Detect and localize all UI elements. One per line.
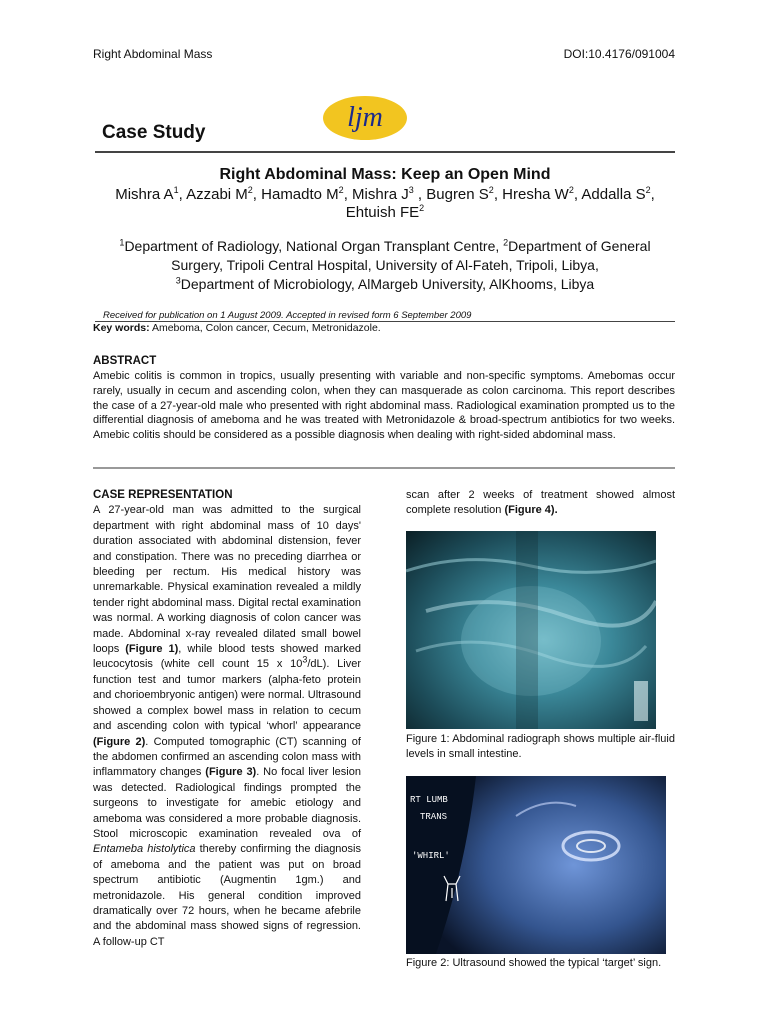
abstract-text: Amebic colitis is common in tropics, usually presenting with variable and non-specific symptoms. Amebomas occur rarely, usually in cecum and ascending colon, when they can masquerade as colon carcinoma. This report describes the case of a 27-year-old male who presented with right abdominal mass. Radiological examination prompted us to the differential diagnosis of ameboma and he was treated with Metronidazole & broad-spectrum antibiotics for two weeks. Amebic colitis should be considered as a possible diagnosis when dealing with right-sided abdominal mass. xyxy=(93,370,675,442)
figure-1-radiograph xyxy=(406,531,656,729)
keywords-label: Key words: xyxy=(93,322,150,334)
continued-text: scan after 2 weeks of treatment showed almost complete resolution xyxy=(406,489,675,517)
organism-name: Entameba histolytica xyxy=(93,843,196,856)
section-label: Case Study xyxy=(102,122,206,143)
abstract-heading: ABSTRACT xyxy=(93,355,157,367)
author-name: Bugren S xyxy=(426,186,489,203)
author-name: Addalla S xyxy=(581,186,646,203)
running-head-title: Right Abdominal Mass xyxy=(93,47,213,61)
author-separator: , xyxy=(493,186,503,203)
author-name: Hresha W xyxy=(502,186,569,203)
doi: DOI:10.4176/091004 xyxy=(563,47,675,61)
ultrasound-label-whirl: 'WHIRL' xyxy=(412,851,450,861)
affil-1: Department of Radiology, National Organ Transplant Centre, xyxy=(124,238,504,254)
article-title: Right Abdominal Mass: Keep an Open Mind xyxy=(219,166,551,183)
figure-2-ref[interactable]: (Figure 2) xyxy=(93,735,146,748)
author-affiliation-sup: 2 xyxy=(338,185,344,195)
case-text-3: /dL). Liver function test and tumor markers (alpha-feto protein and chorioembryonic antigen) were normal. Ultrasound showed a complex bowel mass in relation to cecum and ascending colon with typical ‘whorl’ appearance xyxy=(93,658,361,733)
journal-logo xyxy=(322,95,408,141)
ultrasound-image xyxy=(406,776,666,954)
author-name: Mishra A xyxy=(115,186,174,203)
figure-2-caption: Figure 2: Ultrasound showed the typical ‘target’ sign. xyxy=(406,957,662,969)
section-rule xyxy=(93,467,675,469)
author-affiliation-sup: 2 xyxy=(645,185,651,195)
figure-1-ref[interactable]: (Figure 1) xyxy=(125,643,179,656)
figure-3-ref[interactable]: (Figure 3) xyxy=(205,766,257,779)
affil-2: Department of General Surgery, Tripoli Central Hospital, University of Al-Fateh, Tripoli, Libya, xyxy=(171,238,651,273)
author-separator: , xyxy=(413,186,427,203)
figure-2-ultrasound xyxy=(406,776,666,954)
figure-4-ref[interactable]: (Figure 4). xyxy=(504,504,558,517)
case-sup: 3 xyxy=(302,654,308,665)
case-text-4: . Computed tomographic (CT) scanning of the abdomen confirmed an ascending colon mass with inflammatory changes xyxy=(93,735,361,779)
author-separator: , xyxy=(650,186,655,203)
author-affiliation-sup: 2 xyxy=(247,185,253,195)
case-column-continued xyxy=(406,488,675,519)
ultrasound-label-rt-lumb: RT LUMB xyxy=(410,795,448,805)
case-text-2: , while blood tests showed marked leucocytosis (white cell count 15 x 10 xyxy=(93,643,361,671)
affil-sup-3: 3 xyxy=(175,275,181,286)
affiliations xyxy=(95,237,675,294)
running-head xyxy=(93,47,675,61)
author-affiliation-sup: 2 xyxy=(488,185,494,195)
case-text-6: thereby confirming the diagnosis of ameboma and the patient was put on broad spectrum antibiotic (Augmentin 1gm.) and metronidazole. His general condition improved dramatically over 72 hours, when he became afebrile and the abdominal mass showed signs of regression. A follow-up CT xyxy=(93,843,361,948)
affil-3: Department of Microbiology, AlMargeb University, AlKhooms, Libya xyxy=(180,276,595,292)
author-name: Azzabi M xyxy=(186,186,248,203)
author-affiliation-sup: 1 xyxy=(173,185,179,195)
received-note: Received for publication on 1 August 2009. Accepted in revised form 6 September 2009 xyxy=(103,310,472,321)
author-affiliation-sup: 3 xyxy=(408,185,414,195)
author-separator: , xyxy=(252,186,262,203)
case-text-5: . No focal liver lesion was detected. Radiological findings prompted the surgeons to investigate for amebic etiology and ameboma was considered a more probable diagnosis. Stool microscopic examination revealed ova of xyxy=(93,766,361,840)
author-name: Mishra J xyxy=(352,186,409,203)
journal-logo-text: ljm xyxy=(347,102,383,133)
author-affiliation-sup: 2 xyxy=(419,203,425,213)
case-text-1: A 27-year-old man was admitted to the surgical department with right abdominal mass of 10 days' duration associated with abdominal distension, fever and constipation. There was no preceding diarrhea or bleeding per rectum. His medical history was unremarkable. Physical examination revealed a mildly tender right abdominal mass. Digital rectal examination was normal. A working diagnosis of colon cancer was made. Abdominal x-ray revealed dilated small bowel loops xyxy=(93,504,361,656)
case-heading: CASE REPRESENTATION xyxy=(93,489,233,501)
keywords-text: Ameboma, Colon cancer, Cecum, Metronidazole. xyxy=(149,322,381,334)
author-separator: , xyxy=(573,186,582,203)
author-affiliation-sup: 2 xyxy=(568,185,574,195)
author-list xyxy=(95,186,675,222)
ultrasound-label-trans: TRANS xyxy=(420,812,448,822)
affil-sup-2: 2 xyxy=(503,237,509,248)
keywords xyxy=(93,322,381,334)
figure-1-caption: Figure 1: Abdominal radiograph shows multiple air-fluid levels in small intestine. xyxy=(406,733,675,760)
case-column xyxy=(93,488,361,950)
author-name: Hamadto M xyxy=(261,186,339,203)
header-rule xyxy=(95,151,675,153)
author-name: Ehtuish FE xyxy=(345,204,420,221)
author-separator: , xyxy=(178,186,187,203)
radiograph-image xyxy=(406,531,656,729)
author-separator: , xyxy=(343,186,353,203)
affil-sup-1: 1 xyxy=(119,237,125,248)
